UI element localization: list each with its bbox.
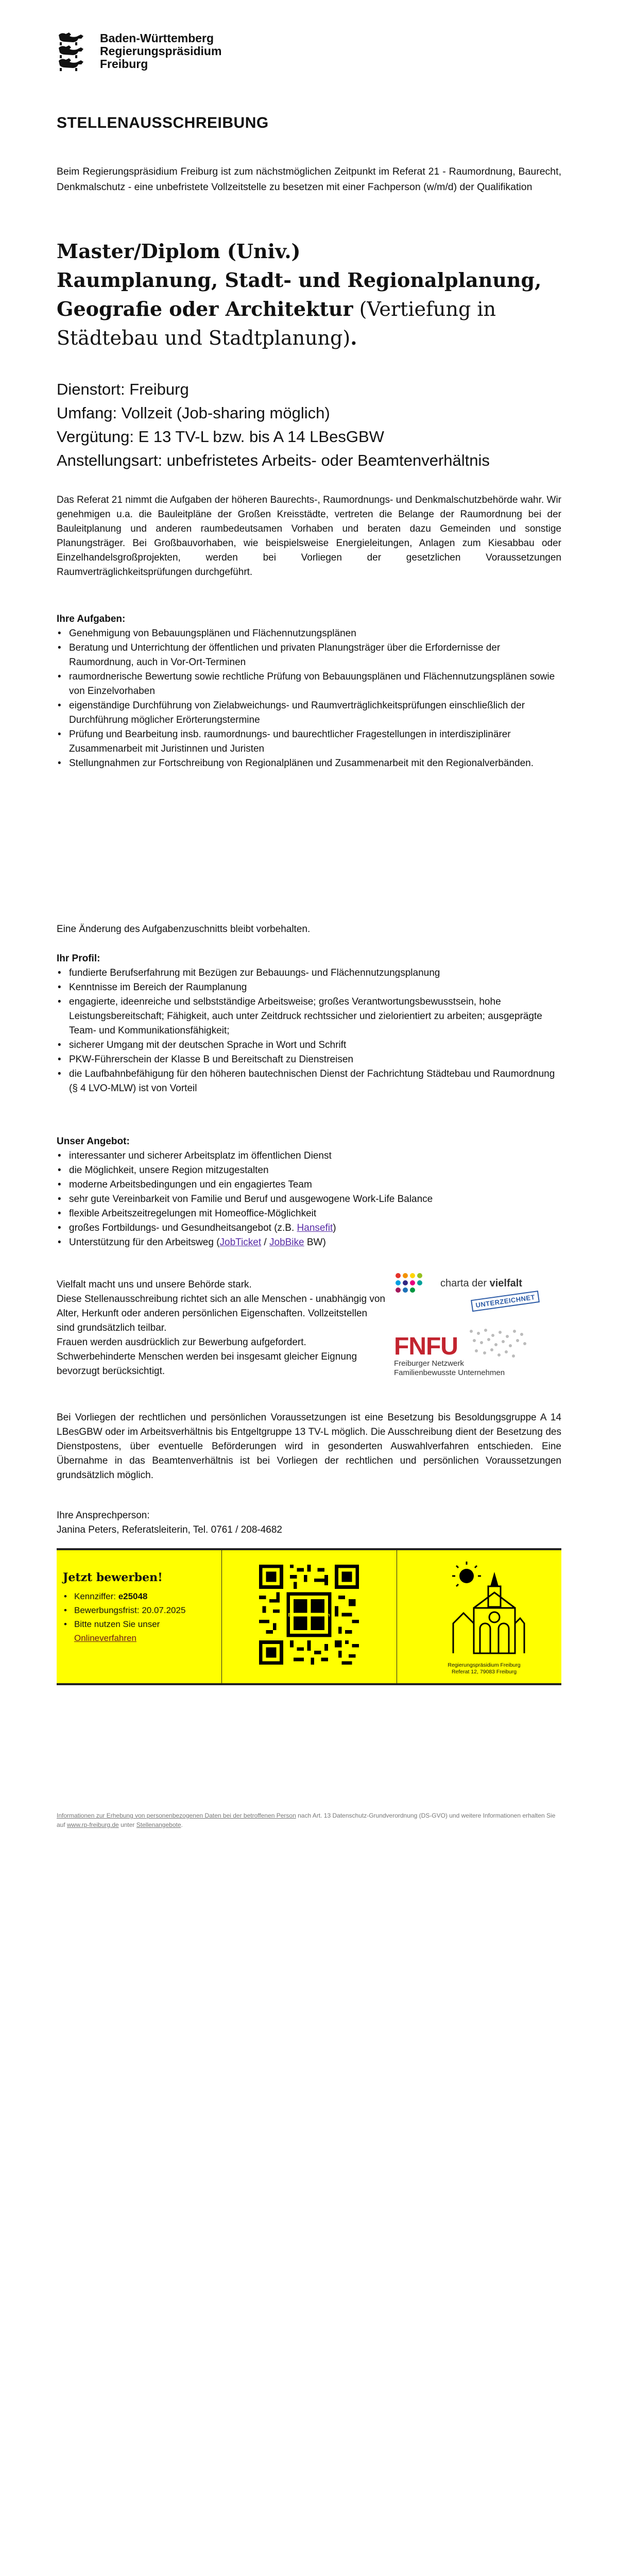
title-field: Raumplanung, Stadt- und Regionalplanung, Geografie oder Architektur [57,268,542,320]
position-title [57,237,561,352]
tasks-section [57,612,561,771]
footer-text: nach Art. 13 Datenschutz-Grundverordnung (DS-GVO) und weitere Informationen erhalten Sie auf [57,1812,556,1828]
charta-label [440,1278,522,1290]
charta-dots-icon [394,1272,435,1297]
list-item: • die Laufbahnbefähigung für den höheren bautechnischen Dienst der Fachrichtung Städtebau und Raumordnung (§ 4 LVO-MLW) ist von Vorteil [57,1067,561,1096]
list-item: • Genehmigung von Bebauungsplänen und Flächennutzungsplänen [57,626,561,641]
jobbike-link[interactable]: JobBike [269,1237,304,1248]
title-line-1: Master/Diplom (Univ.) [57,240,301,263]
list-item: • sicherer Umgang mit der deutschen Sprache in Wort und Schrift [57,1038,561,1053]
list-item: • moderne Arbeitsbedingungen und ein engagiertes Team [57,1178,561,1192]
diversity-line: Frauen werden ausdrücklich zur Bewerbung aufgefordert. [57,1337,306,1348]
list-item: • raumordnerische Bewertung sowie rechtliche Prüfung von Bebauungsplänen und Flächennutzungsplänen sowie von Einzelvorhaben [57,670,561,699]
apply-box [57,1548,561,1685]
fnfu-wordmark: FNFU [394,1333,458,1360]
website-link[interactable]: www.rp-freiburg.de [67,1821,119,1828]
certification-badges [394,1268,564,1392]
org-line-2: Regierungspräsidium [100,44,222,58]
list-item [63,1617,217,1645]
signed-stamp: UNTERZEICHNET [471,1291,540,1312]
item-text: BW) [304,1237,326,1248]
intro-paragraph: Beim Regierungspräsidium Freiburg ist zum nächstmöglichen Zeitpunkt im Referat 21 - Raumordnung, Baurecht, Denkmalschutz - eine unbefristete Vollzeitstelle zu besetzen mit einer Fachperson (w/m/d) der Qualifikation [57,166,561,193]
charta-bold: vielfalt [489,1278,522,1289]
change-note: Eine Änderung des Aufgabenzuschnitts bleibt vorbehalten. [57,924,311,935]
qr-label: Bitte hier scannen [288,1612,330,1618]
fact-employment-type: Anstellungsart: unbefristetes Arbeits- oder Beamtenverhältnis [57,451,490,469]
item-text: Unterstützung für den Arbeitsweg ( [69,1237,220,1248]
list-item: • Beratung und Unterrichtung der öffentlichen und privaten Planungsträger über die Erfordernisse der Raumordnung, auch in Vor-Ort-Terminen [57,641,561,670]
header-logo [57,32,221,72]
list-item: • die Möglichkeit, unsere Region mitzugestalten [57,1163,561,1178]
charta-prefix: charta der [440,1278,490,1289]
org-line-1: Baden-Württemberg [100,31,214,45]
fnfu-line-1: Freiburger Netzwerk [394,1359,464,1368]
title-end: . [350,326,357,349]
fnfu-line-2: Familienbewusste Unternehmen [394,1368,505,1377]
rp-caption-2: Referat 12, 79083 Freiburg [451,1669,517,1675]
list-item [63,1589,217,1603]
list-item: • PKW-Führerschein der Klasse B und Bereitschaft zu Dienstreisen [57,1053,561,1067]
legal-paragraph: Bei Vorliegen der rechtlichen und persönlichen Voraussetzungen ist eine Besetzung bis Besoldungsgruppe A 14 LBesGBW oder im Arbeitsverhältnis bis Entgeltgruppe 13 TV-L möglich. Die Ausschreibung dient der Besetzung des Dienstpostens, über eventuelle Beförderungen wird in gesonderten Auswahlverfahren entschieden. Eine Übernahme in das Beamtenverhältnis ist bei Vorliegen der rechtlichen und persönlichen Voraussetzungen grundsätzlich möglich. [57,1412,561,1481]
list-item: • Prüfung und Bearbeitung insb. raumordnungs- und baurechtlicher Fragestellungen in interdisziplinärer Zusammenarbeit mit Juristinnen und Juristen [57,727,561,756]
list-item: • Stellungnahmen zur Fortschreibung von Regionalplänen und Zusammenarbeit mit den Regionalverbänden. [57,756,561,771]
rp-freiburg-logo [433,1562,536,1675]
key-facts [57,378,561,472]
hansefit-link[interactable]: Hansefit [297,1223,333,1233]
diversity-line: Vielfalt macht uns und unsere Behörde stark. [57,1279,252,1290]
fact-scope: Umfang: Vollzeit (Job-sharing möglich) [57,404,330,422]
department-description: Das Referat 21 nimmt die Aufgaben der höheren Baurechts-, Raumordnungs- und Denkmalschutzbehörde wahr. Wir genehmigen u.a. die Bauleitpläne der Großen Kreisstädte, vertreten die Belange der Raumordnung bei der Bauleitplanung und anderen raumbedeutsamen Vorhaben und beraten dazu Gemeinden und sonstige Planungsträger. Bei Großbauvorhaben, wie beispielsweise Energieleitungen, Anlagen zum Kiesabbau oder Einzelhandelsgroßprojekten, werden bei Vorliegen der gesetzlichen Voraussetzungen Raumverträglichkeitsprüfungen durchgeführt. [57,495,561,578]
qr-code-icon[interactable] [259,1565,359,1665]
kennziffer-value: e25048 [118,1591,148,1601]
list-item: • engagierte, ideenreiche und selbstständige Arbeitsweise; großes Verantwortungsbewusstsein, hohe Leistungsbereitschaft; Fähigkeit, auch unter Zeitdruck rechtssicher und zielorientiert zu arbeiten; ausgeprägte Team- und Kommunikationsfähigkeit; [57,995,561,1038]
fact-salary: Vergütung: E 13 TV-L bzw. bis A 14 LBesGBW [57,428,384,446]
contact-person: Janina Peters, Referatsleiterin, Tel. 0761 / 208-4682 [57,1524,282,1535]
footer-text: unter [118,1821,136,1828]
contact-label: Ihre Ansprechperson: [57,1510,150,1521]
list-item [57,1235,561,1250]
list-item: • Bewerbungsfrist: 20.07.2025 [63,1603,217,1617]
organization-name [100,32,221,71]
kennziffer-label: Kennziffer: [74,1591,118,1601]
fnfu-logo [394,1334,505,1378]
profile-heading: Ihr Profil: [57,953,100,964]
jobticket-link[interactable]: JobTicket [219,1237,262,1248]
item-text: großes Fortbildungs- und Gesundheitsangebot (z.B. [69,1223,297,1233]
title-specialization: (Vertiefung in Städtebau und Stadtplanung) [57,298,496,349]
diversity-line: Diese Stellenausschreibung richtet sich an alle Menschen - unabhängig von Alter, Herkunft oder anderen persönlichen Eigenschaften. Vollzeitstellen sind grundsätzlich teilbar. [57,1294,385,1333]
offer-section [57,1134,561,1250]
diversity-statement [57,1278,386,1379]
apply-heading: Jetzt bewerben! [63,1571,163,1584]
use-text: Bitte nutzen Sie unser [74,1619,160,1629]
tasks-heading: Ihre Aufgaben: [57,614,126,624]
list-item: • eigenständige Durchführung von Zielabweichungs- und Raumverträglichkeitsprüfungen einschließlich der Durchführung möglicher Erörterungstermine [57,699,561,727]
divider [221,1550,222,1683]
apply-info [63,1571,217,1645]
privacy-info-link[interactable]: Informationen zur Erhebung von personenbezogenen Daten bei der betroffenen Person [57,1812,296,1819]
list-item: • sehr gute Vereinbarkeit von Familie und Beruf und ausgewogene Work-Life Balance [57,1192,561,1207]
org-line-3: Freiburg [100,57,148,71]
lions-coat-of-arms-icon [57,32,91,72]
item-text: ) [333,1223,336,1233]
rp-caption-1: Regierungspräsidium Freiburg [448,1662,521,1668]
online-application-link[interactable]: Onlineverfahren [74,1633,136,1643]
page-heading: STELLENAUSSCHREIBUNG [57,114,269,131]
offer-heading: Unser Angebot: [57,1136,130,1147]
list-item: • fundierte Berufserfahrung mit Bezügen zur Bebauungs- und Flächennutzungsplanung [57,966,561,980]
title-line-2 [57,266,561,352]
item-text: / [261,1237,269,1248]
profile-section [57,952,561,1096]
list-item: • Kenntnisse im Bereich der Raumplanung [57,980,561,995]
footer-text: . [181,1821,183,1828]
cathedral-icon [443,1562,525,1659]
contact-block [57,1509,561,1537]
list-item [57,1221,561,1235]
privacy-footer [57,1811,561,1829]
list-item: • interessanter und sicherer Arbeitsplatz im öffentlichen Dienst [57,1149,561,1163]
job-offers-link[interactable]: Stellenangebote [136,1821,181,1828]
diversity-line: Schwerbehinderte Menschen werden bei insgesamt gleicher Eignung bevorzugt berücksichtigt. [57,1351,357,1377]
list-item: • flexible Arbeitszeitregelungen mit Homeoffice-Möglichkeit [57,1207,561,1221]
fact-location: Dienstort: Freiburg [57,380,189,398]
